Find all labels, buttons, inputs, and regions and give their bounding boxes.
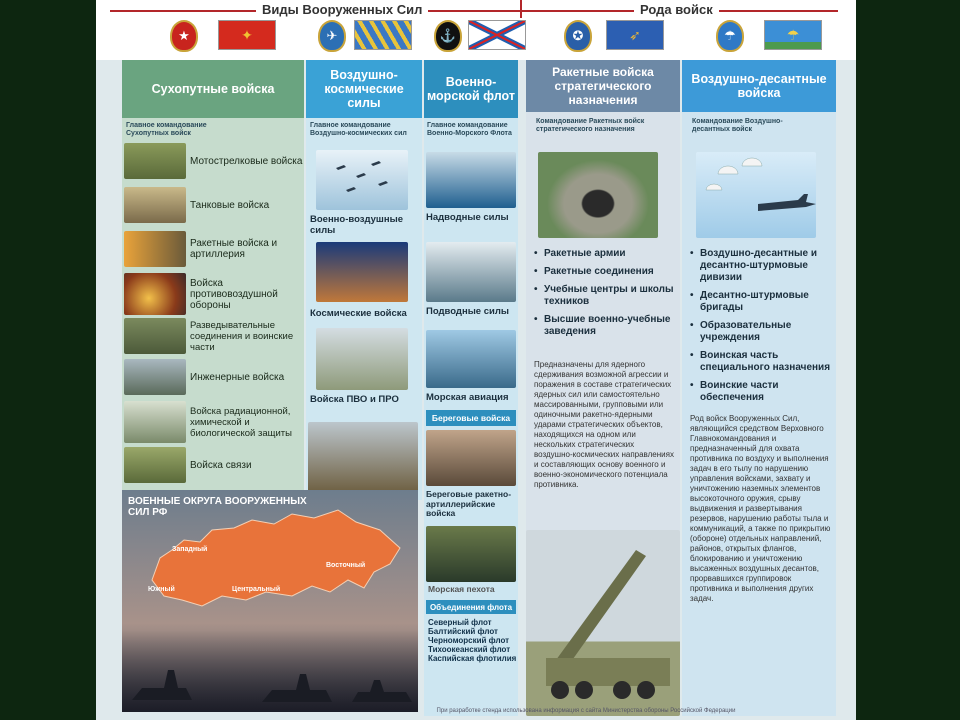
navy-item-surface: Надводные силы [426,212,509,223]
footer-source-note: При разработке стенда использована информация с сайта Министерства обороны Российской Федерации [436,708,736,714]
aerospace-item-air-missile-defense: Войска ПВО и ПРО [310,394,399,405]
list-item [124,446,252,484]
vdv-emblem-icon: ☂ [716,20,744,52]
map-label-west: Западный [172,546,208,553]
header-divider-line [110,10,838,12]
header-title-branches: Виды Вооруженных Сил [256,2,428,17]
naval-aviation-photo [426,330,516,388]
submarine-photo [426,242,516,302]
list-item: • Высшие военно-учебные заведения [534,314,674,338]
ground-forces-title: Сухопутные войска [122,60,304,118]
list-item [124,272,304,316]
list-item-label: Танковые войска [190,199,270,211]
ground-forces-command: Главное командование Сухопутных войск [126,122,207,137]
srf-command: Командование Ракетных войск стратегического назначения [536,118,645,133]
coastal-artillery-photo [426,430,516,486]
coastal-troops-header: Береговые войска [426,410,516,426]
srf-description: Предназначены для ядерного сдерживания возможной агрессии и поражения в составе стратегических ядерных сил или самостоятельно массированными, групповыми или одиночными ракетно-ядерными ударами стратегических объектов, находящихся на одном или нескольких стратегических воздушно-космических направлениях и составляющих основу военного и военно-экономического потенциала противника. [534,360,674,489]
aerospace-item-air-force: Военно-воздушные силы [310,214,403,236]
navy-command: Главное командование Военно-Морского Флота [427,122,512,137]
coastal-item-marines: Морская пехота [428,584,495,594]
tank-photo [124,187,186,223]
fleet-item: Балтийский флот [428,627,498,636]
surface-ship-photo [426,152,516,208]
ground-forces-emblem-icon: ★ [170,20,198,52]
artillery-photo [124,231,186,267]
aerospace-item-space: Космические войска [310,308,407,319]
list-item: • Десантно-штурмовые бригады [690,290,832,314]
srf-emblem-icon: ✪ [564,20,592,52]
list-item: • Образовательные учреждения [690,320,832,344]
header-title-arms: Рода войск [634,2,719,17]
poster [96,0,856,720]
engineer-photo [124,359,186,395]
aerospace-flag-icon [354,20,412,50]
navy-item-submarine: Подводные силы [426,306,510,317]
list-item-label: Разведывательные соединения и воинские части [190,319,294,353]
vdv-column [682,60,836,716]
list-item: • Учебные центры и школы техников [534,284,674,308]
mobile-missile-launcher-photo [526,530,680,716]
recon-photo [124,318,186,354]
list-item [124,400,304,444]
aerospace-command: Главное командование Воздушно-космических сил [310,122,407,137]
navy-flag-icon [468,20,526,50]
ground-forces-flag-icon: ✦ [218,20,276,50]
list-item-label: Войска радиационной, химической и биологической защиты [190,405,292,439]
map-label-south: Южный [148,586,175,593]
missile-silo-photo [538,152,658,238]
list-item-label: Войска связи [190,459,252,471]
paratroopers-photo [696,152,816,238]
list-item-label: Ракетные войска и артиллерия [190,238,278,260]
military-districts-title: ВОЕННЫЕ ОКРУГА ВООРУЖЕННЫХ СИЛ РФ [128,496,307,518]
motor-rifle-photo [124,143,186,179]
list-item: • Ракетные соединения [534,266,674,278]
aerospace-title: Воздушно-космические силы [306,60,422,118]
list-item: • Воздушно-десантные и десантно-штурмовые дивизии [690,248,832,284]
list-item [124,142,302,180]
list-item [124,230,304,268]
coastal-item-missile-artillery: Береговые ракетно-артиллерийские войска [426,489,512,518]
radar-complex-photo [308,422,418,496]
warships-silhouette-photo [122,630,418,712]
srf-column [526,60,680,716]
list-item: • Воинские части обеспечения [690,380,832,404]
aerospace-emblem-icon: ✈ [318,20,346,52]
srf-list [534,248,674,344]
space-launch-photo [316,242,408,302]
srf-flag-icon: ➶ [606,20,664,50]
navy-emblem-icon: ⚓ [434,20,462,52]
map-label-central: Центральный [232,586,281,593]
aerospace-column [306,60,422,500]
navy-title: Военно-морской флот [424,60,518,118]
aircraft-formation-photo [316,150,408,210]
marines-photo [426,526,516,582]
list-item [124,316,304,356]
vdv-flag-icon: ☂ [764,20,822,50]
header-center-tick [520,0,522,18]
fleet-item: Каспийская флотилия [428,654,517,663]
fleet-formations-header: Объединения флота [426,600,516,614]
list-item-label: Мотострелковые войска [190,155,303,167]
list-item-label: Инженерные войска [190,371,285,383]
vdv-list [690,248,832,410]
fleet-item: Тихоокеанский флот [428,645,511,654]
ground-forces-column [122,60,304,500]
navy-item-aviation: Морская авиация [426,392,509,403]
list-item-label: Войска противовоздушной обороны [190,277,278,311]
srf-title: Ракетные войска стратегического назначения [526,60,680,112]
military-districts-panel [122,490,418,712]
list-item: • Воинская часть специального назначения [690,350,832,374]
russia-map-icon [142,500,412,620]
vdv-description: Род войск Вооруженных Сил, являющийся средством Верховного Главнокомандования и предназначенный для охвата противника по воздуху и выполнения задач в его тылу по нарушению управления войсками, захвату и уничтожению наземных элементов высокоточного оружия, срыву выдвижения и развертывания резервов, нарушению работы тыла и коммуникаций, а также по прикрытию (обороне) отдельных направлений, районов, открытых флангов, блокированию и уничтожению высаженных воздушных десантов, прорвавшихся группировок противника и выполнения других задач. [690,414,831,603]
air-defense-photo [124,273,186,315]
fleet-item: Северный флот [428,618,492,627]
fleet-list [428,618,518,663]
list-item [124,186,269,224]
map-label-east: Восточный [326,562,366,569]
vdv-title: Воздушно-десантные войска [682,60,836,112]
air-defense-system-photo [316,328,408,390]
fleet-item: Черноморский флот [428,636,510,645]
list-item: • Ракетные армии [534,248,674,260]
list-item [124,358,284,396]
chemical-defense-photo [124,401,186,443]
vdv-command: Командование Воздушно-десантных войск [692,118,783,133]
navy-column [424,60,518,716]
signal-troops-photo [124,447,186,483]
